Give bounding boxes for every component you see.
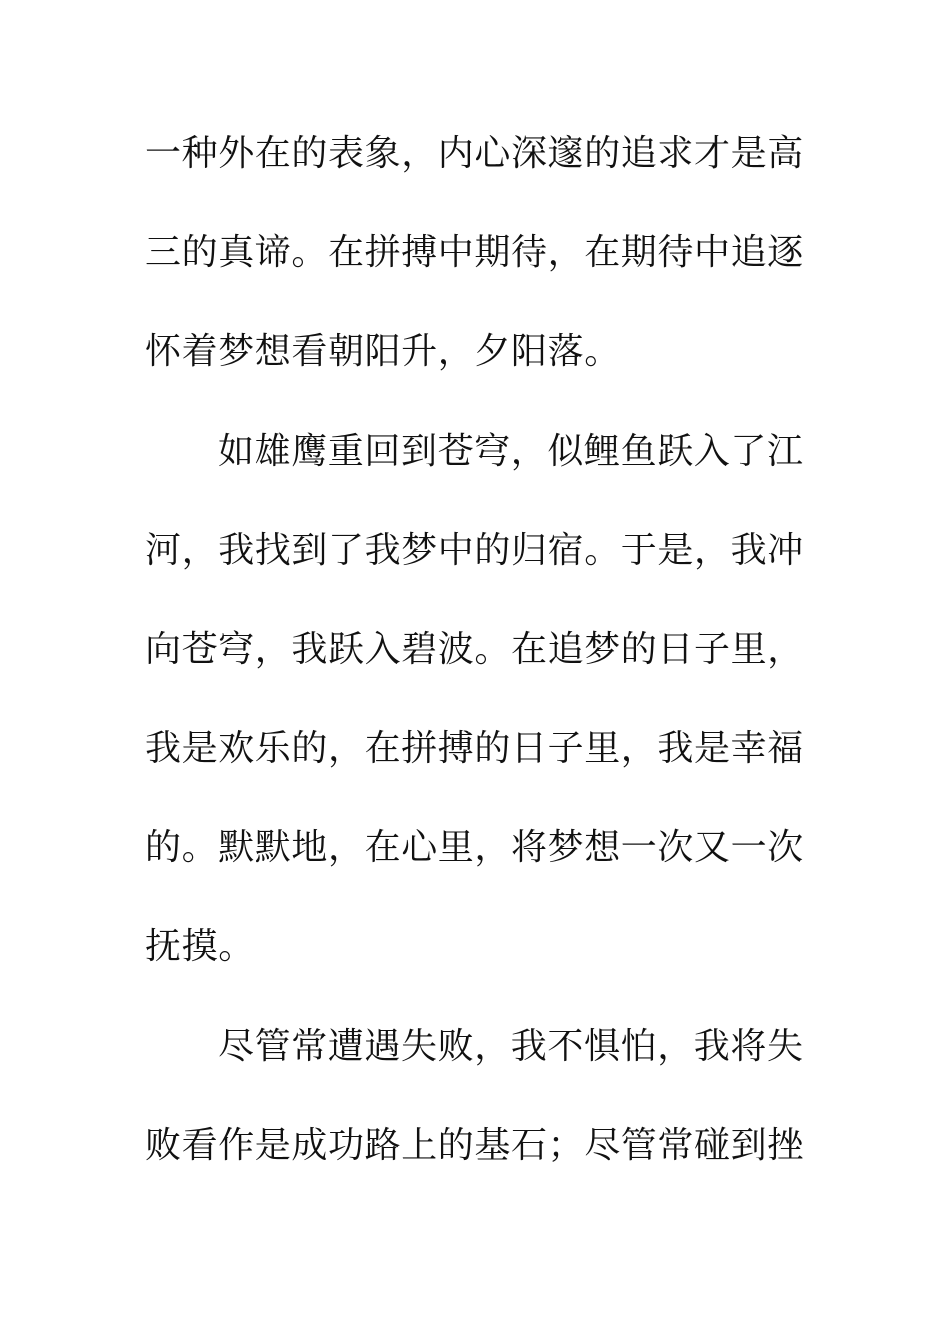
text-line: 一种外在的表象，内心深邃的追求才是高 (145, 133, 804, 174)
text-line: 河，我找到了我梦中的归宿。于是，我冲 (145, 530, 804, 571)
text-line: 的。默默地，在心里，将梦想一次又一次 (145, 827, 804, 868)
text-line: 我是欢乐的，在拼搏的日子里，我是幸福 (145, 728, 804, 769)
text-line: 三的真谛。在拼搏中期待，在期待中追逐 (145, 232, 804, 273)
text-line: 败看作是成功路上的基石；尽管常碰到挫 (145, 1125, 804, 1166)
paragraph-start-line: 如雄鹰重回到苍穹，似鲤鱼跃入了江 (218, 431, 804, 472)
text-line: 抚摸。 (145, 926, 255, 967)
paragraph-start-line: 尽管常遭遇失败，我不惧怕，我将失 (218, 1026, 804, 1067)
text-line: 向苍穹，我跃入碧波。在追梦的日子里， (145, 629, 804, 670)
text-line: 怀着梦想看朝阳升，夕阳落。 (145, 331, 621, 372)
